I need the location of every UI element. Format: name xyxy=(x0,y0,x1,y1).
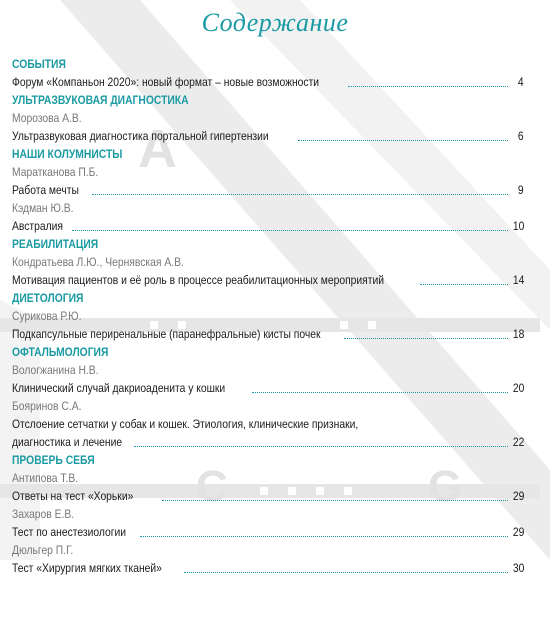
watermark-letter-g: G xyxy=(428,462,463,511)
toc-entry[interactable] xyxy=(12,325,524,343)
dot-leader xyxy=(298,140,508,141)
toc-entry[interactable] xyxy=(12,559,524,577)
page-number: 18 xyxy=(512,327,524,341)
entry-title: Тест по анестезиологии xyxy=(12,525,127,539)
section-heading-ultrasound: УЛЬТРАЗВУКОВАЯ ДИАГНОСТИКА xyxy=(12,93,189,107)
dot-leader xyxy=(72,230,508,231)
dot-leader xyxy=(162,500,508,501)
toc-entry[interactable] xyxy=(12,73,524,91)
author-name: Вологжанина Н.В. xyxy=(12,363,99,377)
toc-entry[interactable] xyxy=(12,181,524,199)
toc-entry[interactable] xyxy=(12,487,524,505)
page-number: 30 xyxy=(512,561,524,575)
dot-leader xyxy=(252,392,508,393)
page-number: 14 xyxy=(512,273,524,287)
entry-title: Работа мечты xyxy=(12,183,79,197)
dot-leader xyxy=(140,536,508,537)
page-number: 9 xyxy=(518,183,524,197)
entry-title-line-2: диагностика и лечение xyxy=(12,435,123,449)
dot-leader xyxy=(184,572,508,573)
toc-entry[interactable] xyxy=(12,523,524,541)
author-name: Кондратьева Л.Ю., Чернявская А.В. xyxy=(12,255,184,269)
author-name: Дюльгер П.Г. xyxy=(12,543,74,557)
dot-leader xyxy=(92,194,508,195)
entry-title: Ультразвуковая диагностика портальной гипертензии xyxy=(12,129,269,143)
page-number: 10 xyxy=(512,219,524,233)
section-heading-dietology: ДИЕТОЛОГИЯ xyxy=(12,291,84,305)
author-name: Кэдман Ю.В. xyxy=(12,201,74,215)
page-number: 29 xyxy=(512,525,524,539)
toc-entry[interactable] xyxy=(12,415,524,451)
page-number: 22 xyxy=(512,435,524,449)
entry-title: Форум «Компаньон 2020»: новый формат – новые возможности xyxy=(12,75,320,89)
page-title: Содержание xyxy=(201,8,349,37)
section-heading-events: СОБЫТИЯ xyxy=(12,57,66,71)
table-of-contents xyxy=(12,55,524,577)
entry-title: Тест «Хирургия мягких тканей» xyxy=(12,561,162,575)
section-heading-columnists: НАШИ КОЛУМНИСТЫ xyxy=(12,147,123,161)
author-name: Бояринов С.А. xyxy=(12,399,82,413)
section-heading-rehabilitation: РЕАБИЛИТАЦИЯ xyxy=(12,237,99,251)
watermark-letter-a: A xyxy=(138,119,177,179)
entry-title: Ответы на тест «Хорьки» xyxy=(12,489,134,503)
author-name: Антипова Т.В. xyxy=(12,471,79,485)
toc-entry[interactable] xyxy=(12,217,524,235)
entry-title: Клинический случай дакриоаденита у кошки xyxy=(12,381,226,395)
entry-title-line-1: Отслоение сетчатки у собак и кошек. Этиология, клинические признаки, xyxy=(12,417,359,431)
dot-leader xyxy=(420,284,508,285)
dot-leader xyxy=(348,86,508,87)
dot-leader xyxy=(134,446,508,447)
page-number: 6 xyxy=(518,129,524,143)
dot-leader xyxy=(344,338,508,339)
toc-entry[interactable] xyxy=(12,271,524,289)
watermark-letter-c: C xyxy=(196,462,228,511)
section-heading-self-check: ПРОВЕРЬ СЕБЯ xyxy=(12,453,95,467)
author-name: Морозова А.В. xyxy=(12,111,82,125)
toc-entry[interactable] xyxy=(12,379,524,397)
page-number: 29 xyxy=(512,489,524,503)
section-heading-ophthalmology: ОФТАЛЬМОЛОГИЯ xyxy=(12,345,109,359)
author-name: Маратканова П.Б. xyxy=(12,165,99,179)
author-name: Захаров Е.В. xyxy=(12,507,75,521)
page-number: 20 xyxy=(512,381,524,395)
author-name: Сурикова Р.Ю. xyxy=(12,309,82,323)
entry-title: Мотивация пациентов и её роль в процессе реабилитационных мероприятий xyxy=(12,273,385,287)
toc-entry[interactable] xyxy=(12,127,524,145)
entry-title: Австралия xyxy=(12,219,63,233)
entry-title: Подкапсульные периренальные (паранефральные) кисты почек xyxy=(12,327,321,341)
page-number: 4 xyxy=(518,75,524,89)
